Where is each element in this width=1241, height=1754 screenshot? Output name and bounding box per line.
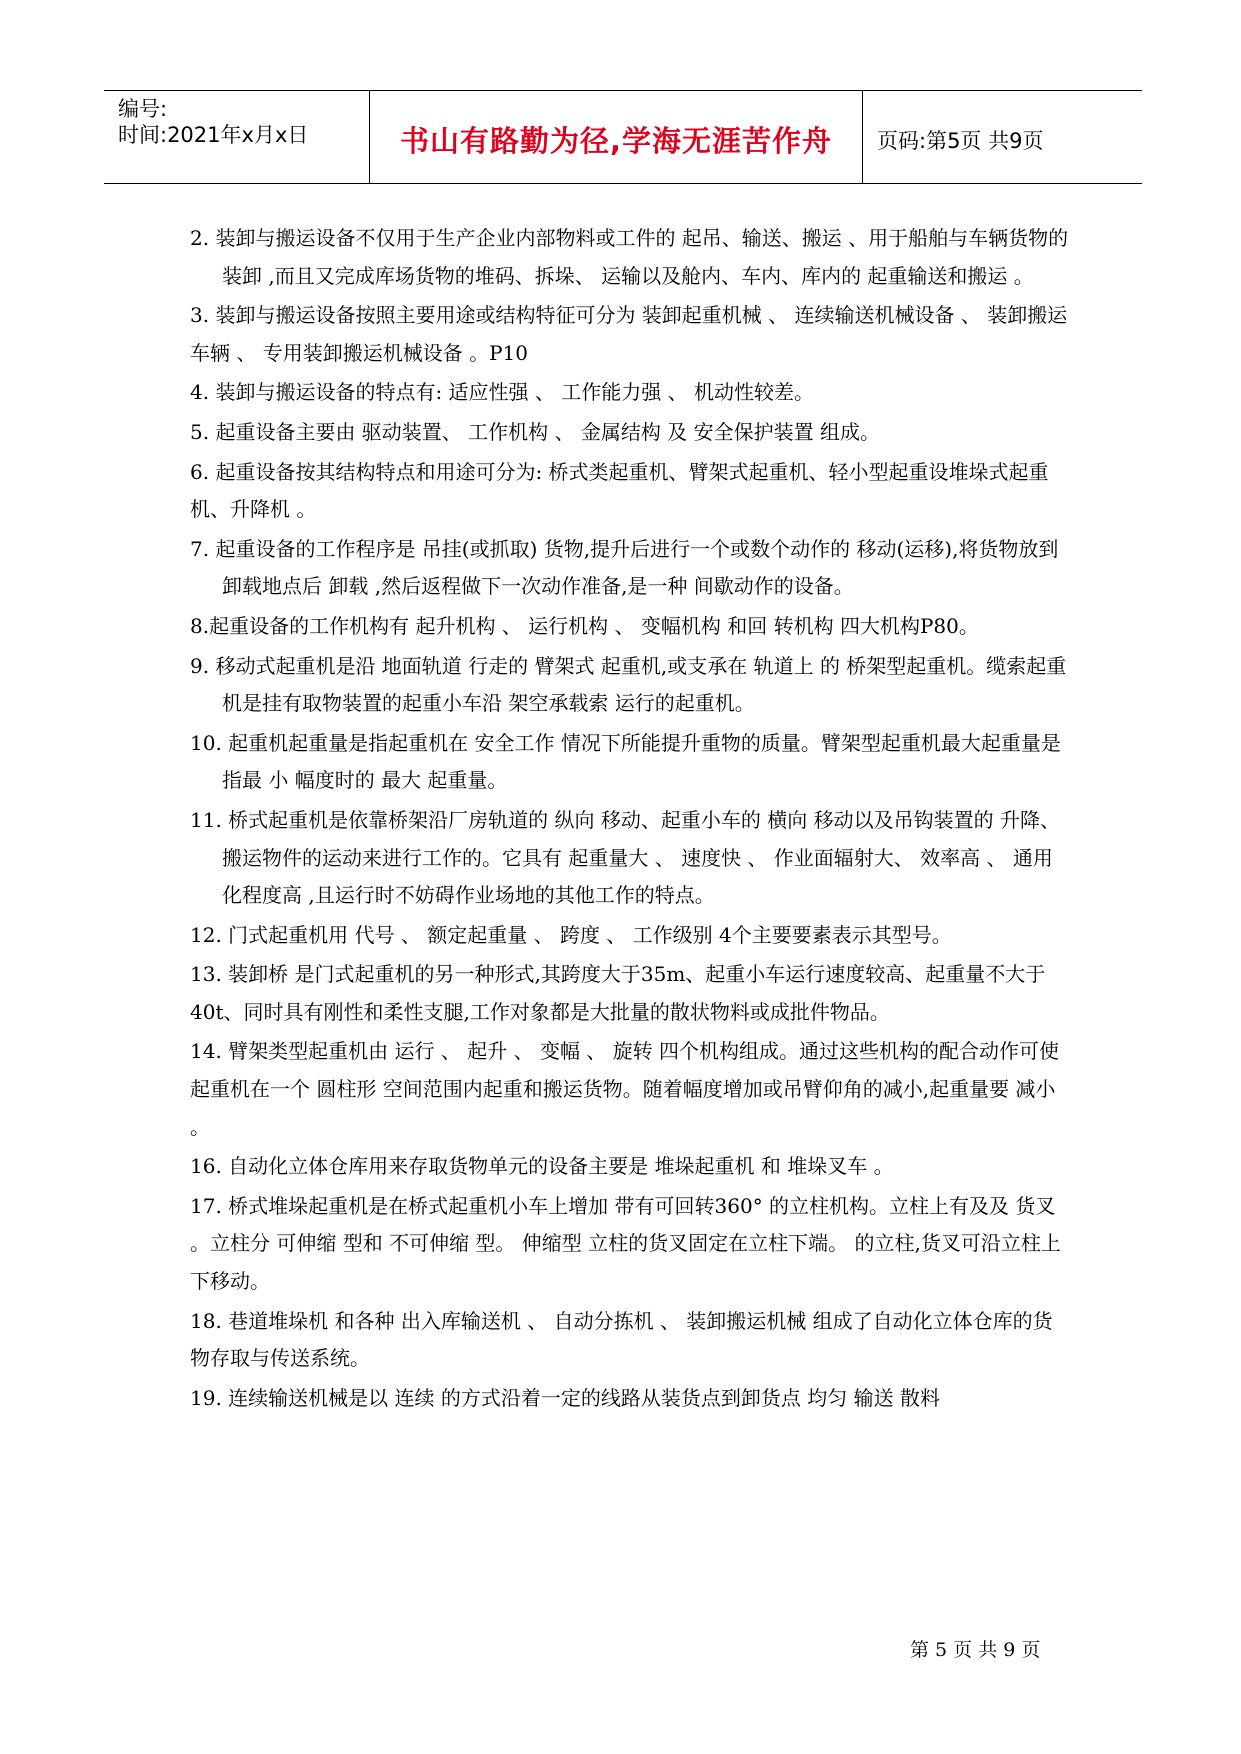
time-label: 时间:2021年x月x日 [118, 123, 309, 147]
question-item: 17. 桥式堆垛起重机是在桥式起重机小车上增加 带有可回转360° 的立柱机构。立柱上有及及 货叉 。立柱分 可伸缩 型和 不可伸缩 型。 伸缩型 立柱的货叉固定在立柱下端。 的立柱,货叉可沿立柱上下移动。 [190, 1193, 1061, 1294]
question-item: 16. 自动化立体仓库用来存取货物单元的设备主要是 堆垛起重机 和 堆垛叉车 。 [190, 1154, 894, 1179]
question-item: 2. 装卸与搬运设备不仅用于生产企业内部物料或工件的 起吊、输送、搬运 、用于船舶与车辆货物的 装卸 ,而且又完成库场货物的堆码、拆垛、 运输以及舱内、车内、库内的 起重输送和搬运 。 [190, 226, 1069, 288]
question-item: 5. 起重设备主要由 驱动装置、 工作机构 、 金属结构 及 安全保护装置 组成。 [190, 419, 880, 444]
question-item: 4. 装卸与搬运设备的特点有: 适应性强 、 工作能力强 、 机动性较差。 [190, 380, 814, 405]
motto-text: 书山有路勤为径,学海无涯苦作舟 [399, 124, 833, 158]
question-item: 6. 起重设备按其结构特点和用途可分为: 桥式类起重机、臂架式起重机、轻小型起重设堆垛式起重机、升降机 。 [190, 459, 1049, 522]
number-label: 编号: [118, 97, 168, 121]
question-item: 19. 连续输送机械是以 连续 的方式沿着一定的线路从装货点到卸货点 均匀 输送 散料 [190, 1385, 940, 1410]
question-item: 13. 装卸桥 是门式起重机的另一种形式,其跨度大于35m、起重小车运行速度较高、起重量不大于40t、同时具有刚性和柔性支腿,工作对象都是大批量的散状物料或成批件物品。 [190, 962, 1046, 1024]
document-header [104, 90, 1142, 184]
question-item: 7. 起重设备的工作程序是 吊挂(或抓取) 货物,提升后进行一个或数个动作的 移动(运移),将货物放到卸载地点后 卸载 ,然后返程做下一次动作准备,是一种 间歇动作的设备。 [190, 536, 1059, 599]
question-item: 12. 门式起重机用 代号 、 额定起重量 、 跨度 、 工作级别 4个主要要素表示其型号。 [190, 922, 952, 947]
question-item: 14. 臂架类型起重机由 运行 、 起升 、 变幅 、 旋转 四个机构组成。通过这些机构的配合动作可使起重机在一个 圆柱形 空间范围内起重和搬运货物。随着幅度增加或吊臂仰角的减小,起重量要 减小 。 [190, 1039, 1060, 1139]
header-page-cell [863, 91, 1142, 183]
question-item: 10. 起重机起重量是指起重机在 安全工作 情况下所能提升重物的质量。臂架型起重机最大起重量是指最 小 幅度时的 最大 起重量。 [190, 730, 1061, 793]
question-item: 9. 移动式起重机是沿 地面轨道 行走的 臂架式 起重机,或支承在 轨道上 的 桥架型起重机。缆索起重机是挂有取物装置的起重小车沿 架空承载索 运行的起重机。 [190, 653, 1067, 716]
question-item: 11. 桥式起重机是依靠桥架沿厂房轨道的 纵向 移动、起重小车的 横向 移动以及吊钩装置的 升降、搬运物件的运动来进行工作的。它具有 起重量大 、 速度快 、 作业面辐射大、 效率高 、 通用化程度高 ,且运行时不妨碍作业场地的其他工作的特点。 [190, 807, 1060, 908]
question-item: 8.起重设备的工作机构有 起升机构 、 运行机构 、 变幅机构 和回 转机构 四大机构P80。 [190, 613, 979, 638]
header-motto-cell [370, 91, 863, 183]
question-item: 18. 巷道堆垛机 和各种 出入库输送机 、 自动分拣机 、 装卸搬运机械 组成了自动化立体仓库的货物存取与传送系统。 [190, 1308, 1053, 1371]
question-list [190, 220, 1070, 1419]
header-info-cell [104, 91, 370, 183]
question-item: 3. 装卸与搬运设备按照主要用途或结构特征可分为 装卸起重机械 、 连续输送机械设备 、 装卸搬运车辆 、 专用装卸搬运机械设备 。P10 [190, 303, 1068, 365]
page-footer: 第 5 页 共 9 页 [910, 1639, 1041, 1661]
page-label: 页码:第5页 共9页 [877, 129, 1044, 153]
